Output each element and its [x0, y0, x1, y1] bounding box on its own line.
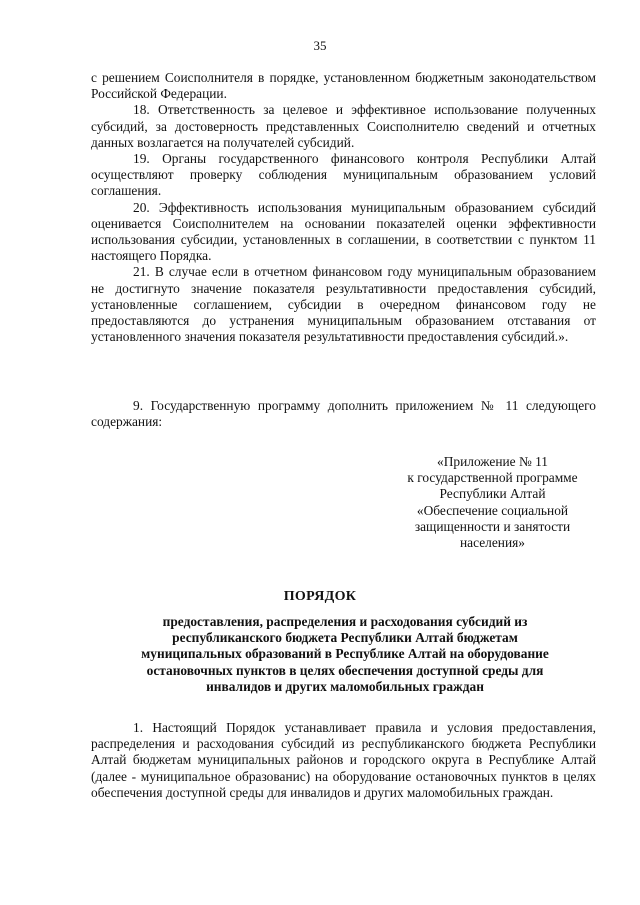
subheading-line: муниципальных образований в Республике Алтай на оборудование	[141, 646, 549, 662]
paragraph-continuation: с решением Соисполнителя в порядке, установленном бюджетным законодательством Российской Федерации.	[91, 70, 596, 102]
page-number: 35	[313, 38, 327, 53]
document-subheading	[110, 614, 580, 695]
paragraph-18: 18. Ответственность за целевое и эффективное использование полученных субсидий, за достоверность представленных Соисполнителю сведений и отчетных данных возлагается на получателей субсидий.	[91, 102, 596, 150]
appendix-line: Республики Алтай	[439, 486, 546, 502]
procedure-block	[91, 720, 596, 801]
subheading-line: инвалидов и других маломобильных граждан	[206, 678, 484, 694]
appendix-header	[380, 454, 605, 551]
item-9-paragraph: 9. Государственную программу дополнить приложением № 11 следующего содержания:	[91, 398, 596, 430]
main-text	[91, 70, 596, 345]
procedure-paragraph-1: 1. Настоящий Порядок устанавливает правила и условия предоставления, распределения и расходования субсидий из республиканского бюджета Республики Алтай бюджетам муниципальных районов и городского округа в Республике Алтай (далее - муниципальное образованис) на оборудование остановочных пунктов в целях обеспечения доступной среды для инвалидов и других маломобильных граждан.	[91, 720, 596, 800]
appendix-line: «Приложение № 11	[437, 454, 548, 469]
document-heading: ПОРЯДОК	[283, 589, 357, 604]
appendix-line: «Обеспечение социальной	[416, 502, 569, 518]
subheading-line: предоставления, распределения и расходования субсидий из	[162, 614, 528, 629]
appendix-line: защищенности и занятости	[414, 518, 571, 534]
subheading-line: республиканского бюджета Республики Алтай бюджетам	[172, 630, 518, 646]
paragraph-20: 20. Эффективность использования муниципальным образованием субсидий оценивается Соисполнителем на основании показателей оценки эффективности использования субсидии, установленных в соглашении, в соответствии с пунктом 11 настоящего Порядка.	[91, 199, 596, 264]
appendix-line: населения»	[460, 535, 525, 551]
subheading-line: остановочных пунктов в целях обеспечения доступной среды для	[146, 662, 544, 678]
appendix-line: к государственной программе	[407, 470, 578, 486]
paragraph-19: 19. Органы государственного финансового контроля Республики Алтай осуществляют проверку соблюдения муниципальным образованием условий соглашения.	[91, 151, 596, 199]
item-9-block	[91, 398, 596, 430]
paragraph-21: 21. В случае если в отчетном финансовом году муниципальным образованием не достигнуто значение показателя результативности предоставления субсидий, установленные соглашением, субсидии в очередном финансовом году не предоставляются до устранения муниципальным образованием отставания от установленного значения показателя результативности предоставления субсидий.».	[91, 264, 596, 345]
